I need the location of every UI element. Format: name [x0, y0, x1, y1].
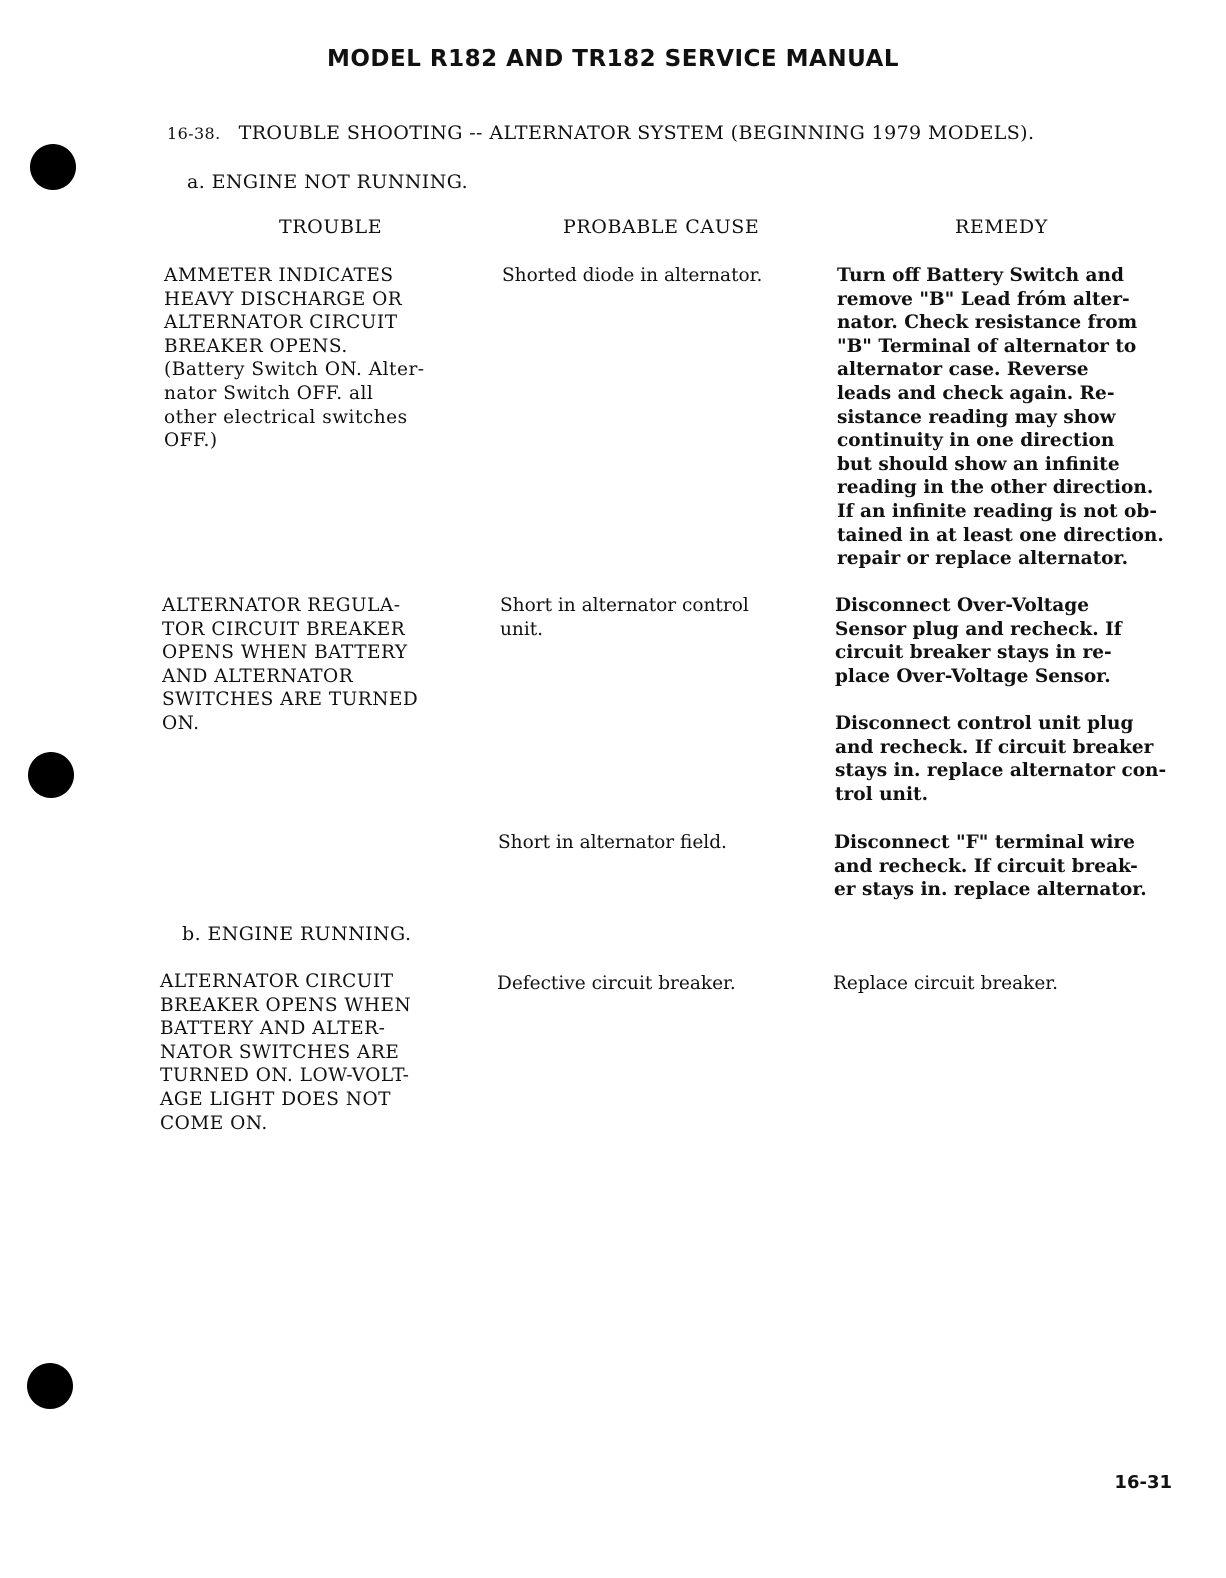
section-number: 16-38.	[167, 124, 221, 143]
cause-short-control-unit: Short in alternator control unit.	[500, 595, 749, 640]
column-header-probable-cause: PROBABLE CAUSE	[563, 216, 760, 238]
binder-hole-top	[30, 144, 76, 190]
column-header-trouble: TROUBLE	[279, 216, 383, 238]
remedy-check-diode-resistance: Turn off Battery Switch and remove "B" Lead fróm alter- nator. Check resistance from "B" Terminal of alternator to alternator case. Reverse leads and check again. Re- sistance reading may show continuity in one direction but should show an infinite reading in the other direction. If an infinite reading is not ob- tained in at least one direction. repair or replace alternator.	[837, 265, 1164, 570]
page-header-title: MODEL R182 AND TR182 SERVICE MANUAL	[326, 46, 899, 72]
column-header-remedy: REMEDY	[955, 216, 1048, 238]
cause-shorted-diode: Shorted diode in alternator.	[502, 265, 763, 286]
trouble-ammeter-heavy-discharge: AMMETER INDICATES HEAVY DISCHARGE OR ALTERNATOR CIRCUIT BREAKER OPENS. (Battery Switch ON. Alter- nator Switch OFF. all other electrical switches OFF.)	[164, 265, 425, 452]
trouble-breaker-opens-running: ALTERNATOR CIRCUIT BREAKER OPENS WHEN BATTERY AND ALTER- NATOR SWITCHES ARE TURNED ON. LOW-VOLT- AGE LIGHT DOES NOT COME ON.	[160, 971, 412, 1134]
remedy-over-voltage-sensor: Disconnect Over-Voltage Sensor plug and recheck. If circuit breaker stays in re- place Over-Voltage Sensor.	[835, 595, 1122, 687]
binder-hole-middle	[28, 752, 74, 798]
remedy-f-terminal-wire: Disconnect "F" terminal wire and recheck. If circuit break- er stays in. replace alternator.	[834, 832, 1147, 901]
section-heading	[167, 122, 1034, 144]
section-title: TROUBLE SHOOTING -- ALTERNATOR SYSTEM (BEGINNING 1979 MODELS).	[238, 122, 1035, 144]
part-b-heading: b. ENGINE RUNNING.	[182, 923, 412, 945]
part-a-heading: a. ENGINE NOT RUNNING.	[187, 171, 469, 193]
cause-short-alternator-field: Short in alternator field.	[498, 832, 727, 853]
trouble-regulator-breaker-opens: ALTERNATOR REGULA- TOR CIRCUIT BREAKER OPENS WHEN BATTERY AND ALTERNATOR SWITCHES ARE TURNED ON.	[162, 595, 419, 734]
binder-hole-bottom	[27, 1363, 73, 1409]
cause-defective-breaker: Defective circuit breaker.	[497, 973, 736, 994]
remedy-replace-breaker: Replace circuit breaker.	[833, 973, 1058, 994]
page-number: 16-31	[1114, 1472, 1172, 1493]
remedy-control-unit-plug: Disconnect control unit plug and recheck. If circuit breaker stays in. replace alternator con- trol unit.	[835, 713, 1167, 805]
